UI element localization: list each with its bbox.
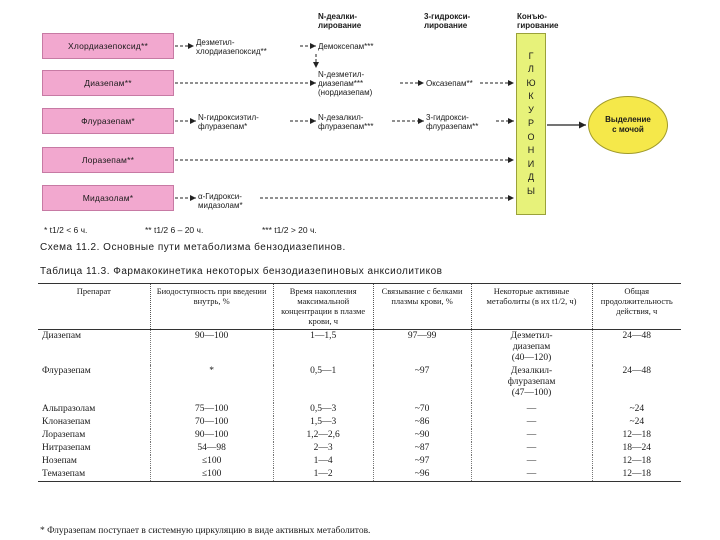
table-cell: 90—100 [150, 330, 273, 366]
metabolite-demoxepam: Демоксепам*** [318, 42, 374, 51]
table-cell: 0,5—3 [273, 403, 373, 416]
glucuronide-box [516, 33, 546, 215]
pharmacokinetics-table [38, 283, 681, 482]
table-cell: 24—48 [592, 365, 681, 403]
table-caption: Таблица 11.3. Фармакокинетика некоторых бензодиазепиновых анксиолитиков [40, 266, 443, 277]
drug-box-flurazepam: Флуразепам* [42, 108, 174, 134]
glucuronide-letter: Р [527, 118, 534, 129]
header-dealkylation: N-деалки- лирование [318, 12, 362, 30]
table-cell: — [471, 455, 592, 468]
col-header-tmax: Время накопления максимальной концентрации в плазме крови, ч [273, 284, 373, 330]
table-cell: 1—1,5 [273, 330, 373, 366]
glucuronide-letter: Ы [527, 185, 535, 196]
table-row [38, 403, 681, 416]
drug-name-cell: Клоназепам [42, 417, 91, 427]
table-cell: * [150, 365, 273, 403]
glucuronide-letter: Ю [526, 77, 536, 88]
table-cell: — [471, 416, 592, 429]
metabolite-desalkylflurazepam: N-дезалкил- флуразепам*** [318, 113, 374, 131]
table-cell: 1,2—2,6 [273, 429, 373, 442]
header-conjugation: Конъю- гирование [517, 12, 559, 30]
table-cell: 0,5—1 [273, 365, 373, 403]
table-cell: — [471, 429, 592, 442]
metabolite-nordiazepam: N-дезметил- диазепам*** (нордиазепам) [318, 70, 373, 97]
urine-excretion-oval [588, 96, 668, 154]
table-cell: ~86 [373, 416, 471, 429]
metabolism-scheme [0, 0, 720, 265]
table-row [38, 455, 681, 468]
table-footnote: * Флуразепам поступает в системную циркуляцию в виде активных метаболитов. [40, 526, 371, 536]
col-header-drug: Препарат [38, 284, 150, 330]
table-cell: ~90 [373, 429, 471, 442]
table-row [38, 416, 681, 429]
metabolite-oxazepam: Оксазепам** [426, 79, 473, 88]
metabolite-desmethylchlordiazepoxide: Дезметил- хлордиазепоксид** [196, 38, 267, 56]
table-cell: ~96 [373, 468, 471, 482]
glucuronide-letter: К [528, 91, 534, 102]
drug-box-chlordiazepoxide: Хлордиазепоксид** [42, 33, 174, 59]
legend-long: *** t1/2 > 20 ч. [262, 225, 317, 235]
drug-box-lorazepam: Лоразепам** [42, 147, 174, 173]
scheme-caption: Схема 11.2. Основные пути метаболизма бензодиазепинов. [40, 242, 346, 253]
table-cell: 1—4 [273, 455, 373, 468]
table-cell: Дезметил- диазепам (40—120) [471, 330, 592, 366]
glucuronide-letter: У [528, 104, 534, 115]
table-cell: 12—18 [592, 468, 681, 482]
glucuronide-letter: Д [527, 172, 535, 183]
table-cell: ~24 [592, 416, 681, 429]
table-cell: ≤100 [150, 455, 273, 468]
table-row [38, 442, 681, 455]
table-cell: 18—24 [592, 442, 681, 455]
legend-short: * t1/2 < 6 ч. [44, 225, 88, 235]
drug-name-cell: Нитразепам [42, 443, 91, 453]
drug-box-midazolam: Мидазолам* [42, 185, 174, 211]
table-cell: 12—18 [592, 455, 681, 468]
table-cell: — [471, 403, 592, 416]
table-cell: 90—100 [150, 429, 273, 442]
metabolite-hydroxymidazolam: α-Гидрокси- мидазолам* [198, 192, 243, 210]
header-hydroxylation: 3-гидрокси- лирование [424, 12, 471, 30]
drug-name-cell: Флуразепам [42, 366, 91, 376]
table-row [38, 468, 681, 482]
table-cell: ~70 [373, 403, 471, 416]
glucuronide-letter: Г [528, 50, 534, 61]
table-cell: 12—18 [592, 429, 681, 442]
table-row [38, 330, 681, 366]
drug-name-cell: Диазепам [42, 331, 82, 341]
table-row [38, 429, 681, 442]
table-cell: 75—100 [150, 403, 273, 416]
glucuronide-letter: Н [527, 145, 535, 156]
table-cell: 97—99 [373, 330, 471, 366]
col-header-bioavailability: Биодоступность при введении внутрь, % [150, 284, 273, 330]
table-cell: ~97 [373, 365, 471, 403]
table-cell: Дезалкил- флуразепам (47—100) [471, 365, 592, 403]
table-cell: 54—98 [150, 442, 273, 455]
metabolite-hydroxyflurazepam: 3-гидрокси- флуразепам** [426, 113, 479, 131]
table-cell: ~87 [373, 442, 471, 455]
metabolite-hydroxyethylflurazepam: N-гидроксиэтил- флуразепам* [198, 113, 259, 131]
drug-name-cell: Темазепам [38, 468, 150, 482]
table-cell: 1,5—3 [273, 416, 373, 429]
table-cell: ~24 [592, 403, 681, 416]
table-cell: 24—48 [592, 330, 681, 366]
table-row [38, 365, 681, 403]
drug-name-cell: Нозепам [42, 456, 77, 466]
col-header-duration: Общая продолжительность действия, ч [592, 284, 681, 330]
col-header-protein-binding: Связывание с белками плазмы крови, % [373, 284, 471, 330]
glucuronide-letter: И [527, 158, 535, 169]
table-cell: — [471, 442, 592, 455]
drug-name-cell: Лоразепам [42, 430, 86, 440]
table-header-row [38, 284, 681, 330]
drug-name-cell: Альпразолам [42, 404, 96, 414]
drug-box-diazepam: Диазепам** [42, 70, 174, 96]
col-header-active-metabolites: Некоторые активные метаболиты (в их t1/2, ч) [471, 284, 592, 330]
legend-medium: ** t1/2 6 – 20 ч. [145, 225, 204, 235]
glucuronide-letter: О [527, 131, 535, 142]
glucuronide-letter: Л [528, 64, 534, 75]
urine-excretion-label: Выделение с мочой [605, 115, 651, 134]
table-cell: 70—100 [150, 416, 273, 429]
table-cell: 1—2 [273, 468, 373, 482]
table-cell: 2—3 [273, 442, 373, 455]
table-cell: — [471, 468, 592, 482]
table-cell: ≤100 [150, 468, 273, 482]
table-cell: ~97 [373, 455, 471, 468]
